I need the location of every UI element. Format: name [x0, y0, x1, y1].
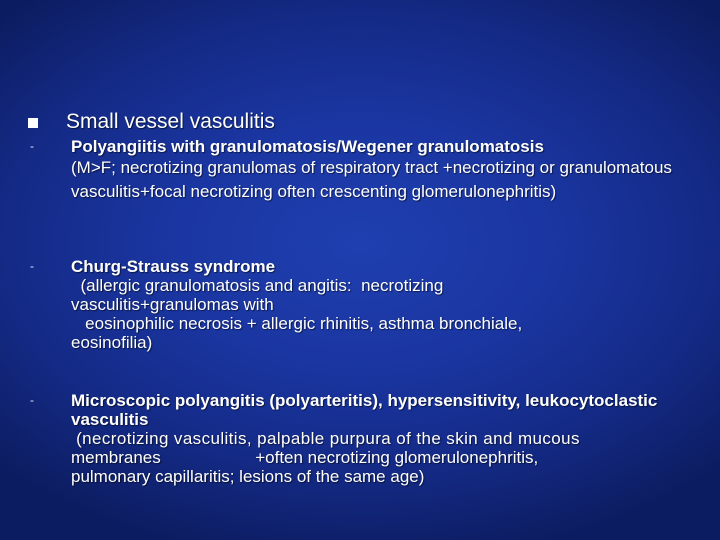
- item-body: [71, 137, 690, 204]
- item-detail-line: membranes +often necrotizing glomerulonephritis,: [71, 448, 539, 467]
- heading-text: Small vessel vasculitis: [66, 110, 275, 133]
- item-detail: (M>F; necrotizing granulomas of respiratory tract +necrotizing or granulomatous vasculitis+focal necrotizing often crescenting glomerulonephritis): [71, 158, 682, 201]
- item-detail-line: (necrotizing vasculitis, palpable purpura of the skin and mucous: [71, 429, 580, 448]
- item-detail-line: (allergic granulomatosis and angitis: necrotizing: [71, 276, 444, 295]
- list-item-microscopic-polyangitis: [30, 391, 690, 486]
- item-body: [71, 257, 690, 352]
- item-detail-line: eosinophilic necrosis + allergic rhinitis, asthma bronchiale,: [71, 314, 523, 333]
- item-title: Polyangiitis with granulomatosis/Wegener granulomatosis: [71, 137, 544, 156]
- slide-heading: [28, 110, 275, 134]
- dash-bullet: -: [30, 259, 34, 273]
- item-title: Microscopic polyangitis (polyarteritis), hypersensitivity, leukocytoclastic vasculitis: [71, 391, 658, 429]
- item-detail-line: vasculitis+granulomas with: [71, 295, 274, 314]
- square-bullet-icon: [28, 118, 38, 128]
- item-title: Churg-Strauss syndrome: [71, 257, 276, 276]
- dash-bullet: -: [30, 139, 34, 153]
- item-detail-line: eosinofilia): [71, 333, 153, 352]
- dash-bullet: -: [30, 393, 34, 407]
- item-detail-line: pulmonary capillaritis; lesions of the same age): [71, 467, 425, 486]
- list-item-wegener: [30, 137, 690, 204]
- item-body: [71, 391, 690, 486]
- list-item-churg-strauss: [30, 257, 690, 352]
